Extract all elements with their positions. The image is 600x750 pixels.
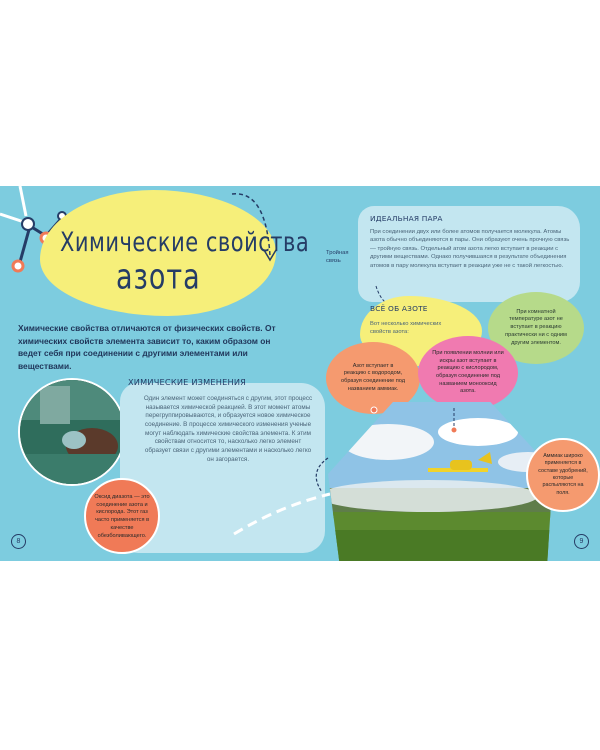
ideal-text: При соединении двух или более атомов получается молекула. Атомы азота обычно объединяются в пары. Они образуют очень прочную связь — тройную связь. Отдельный атом азота легко вступает в реакции с другими веществами. Однако получившаяся в результате объединения атомов в пару молекула вступает в реакции уже не с такой легкостью. [370,229,570,269]
all-text: Вот несколько химических свойств азота: [370,321,442,336]
green-bubble-text: При комнатной температуре азот не вступает в реакцию практически ни с одним другим элементом. [505,308,567,346]
page-title-line1: Химические свойства [60,227,310,257]
dashed-arrow-icon [226,186,286,276]
intro-text: Химические свойства отличаются от физических свойств. От химических свойств элемента зависит то, каким образом он ведет себя при соединении с другими элементами или веществами. [18,323,276,371]
caption-bubble [84,478,160,554]
book-spread [0,186,600,561]
pink-bubble [418,336,518,410]
dental-photo [18,378,126,486]
page-number-right: 9 [574,534,589,549]
orange-connector [366,402,386,422]
orange-bubble-text: Азот вступает в реакцию с водородом, образуя соединение под названием аммиак. [341,362,405,392]
page-number-left: 8 [11,534,26,549]
all-heading: ВСЁ ОБ АЗОТЕ [370,304,428,313]
section-text: Один элемент может соединяться с другим, этот процесс называется химической реакцией. В этот момент атомы перегруппировываются, и образуется новое химическое соединение. В процессе химического изменения ученые могут наблюдать химические свойства элемента. К этим свойствам относится то, насколько легко элемент образует связи с другими элементами и насколько легко он загорается. [143,395,313,463]
caption-text: Оксид диазота — это соединение азота и кислорода. Этот газ часто применяется в качестве обезболивающего. [94,494,150,539]
ammonia-bubble [526,438,600,512]
dashed-trail-icon [302,456,332,496]
pink-bubble-text: При появлении молнии или искры азот вступает в реакцию с кислородом, образуя соединение под названием монооксид азота. [432,349,504,395]
ammonia-text: Аммиак широко применяется в составе удобрений, которые распыляются на поля. [538,452,588,496]
section-heading: ХИМИЧЕСКИЕ ИЗМЕНЕНИЯ [128,377,247,387]
page-title-line2: азота [116,257,201,298]
ideal-heading: ИДЕАЛЬНАЯ ПАРА [370,214,443,223]
bond-label: Тройная связь [326,250,349,264]
pink-connector [432,408,472,434]
